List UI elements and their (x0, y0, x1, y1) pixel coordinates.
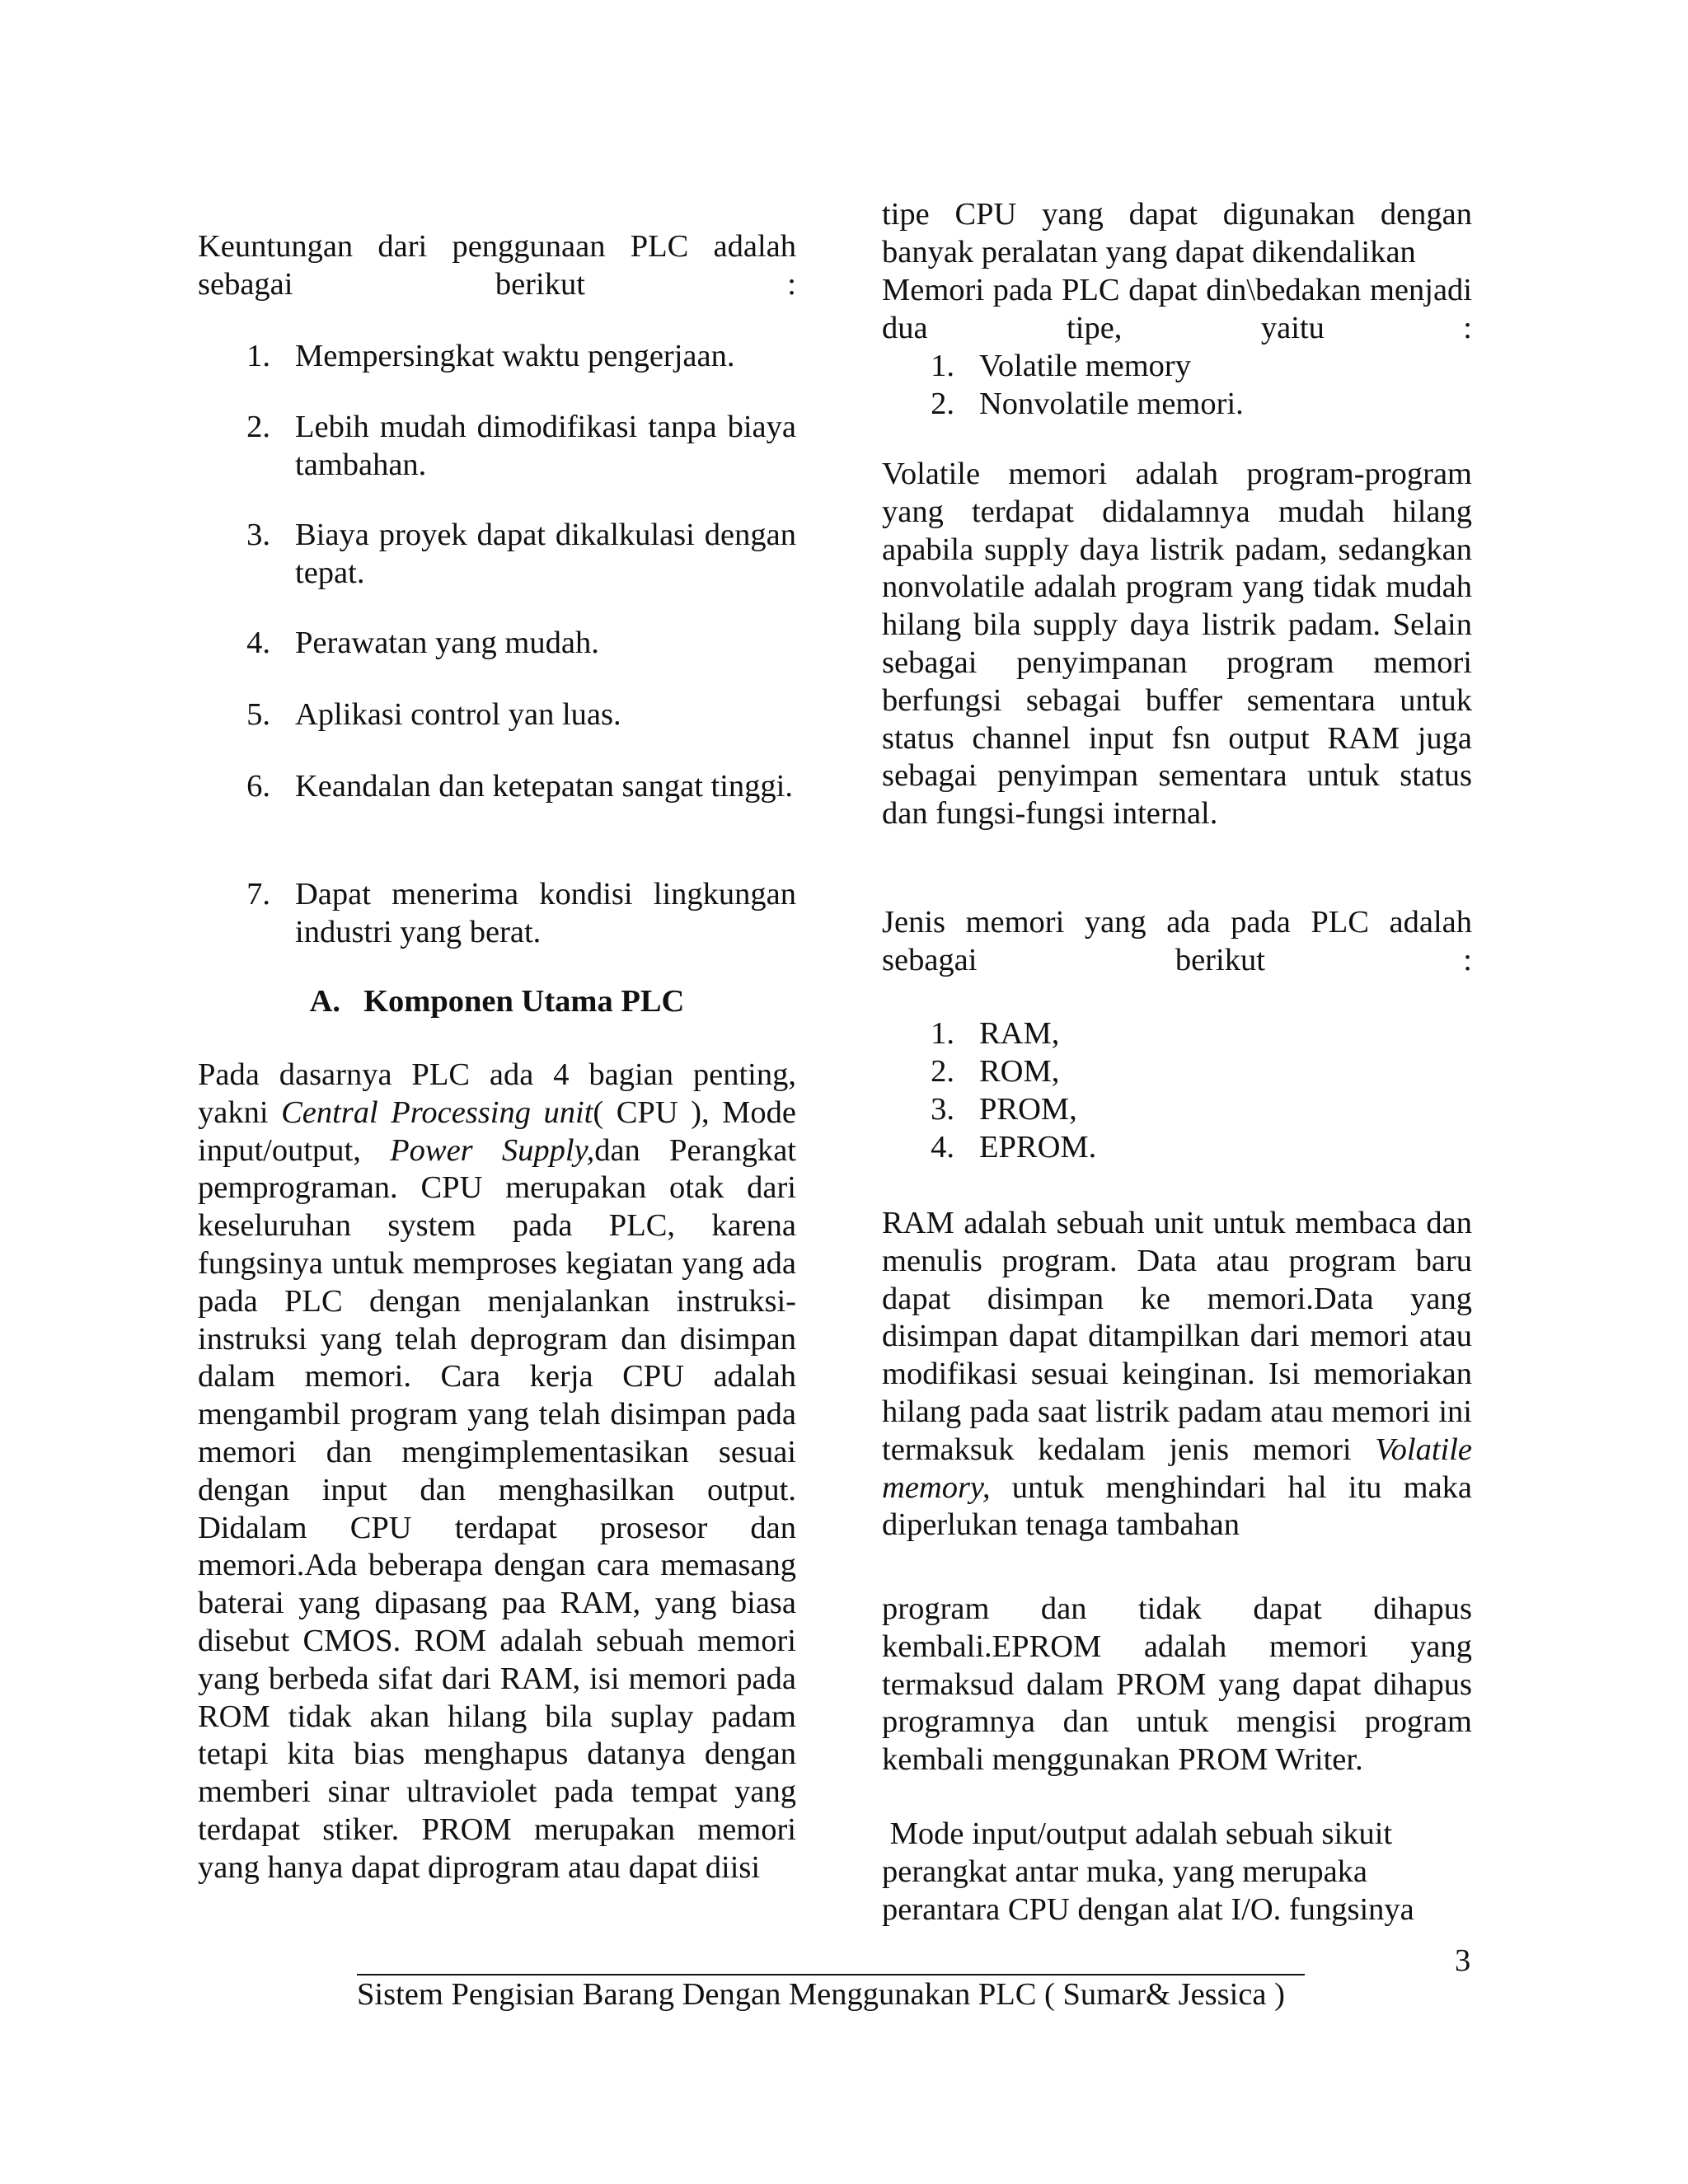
section-heading (198, 983, 796, 1019)
memory-types-intro: Jenis memori yang ada pada PLC adalah sebagai berikut : (882, 905, 1472, 977)
footer-text: Sistem Pengisian Barang Dengan Menggunakan PLC ( Sumar& Jessica ) (357, 1977, 1285, 2012)
footer-rule (357, 1974, 1305, 1975)
page-number: 3 (1455, 1943, 1471, 1978)
ram-paragraph: RAM adalah sebuah unit untuk membaca dan menulis program. Data atau program baru dapat disimpan ke memori.Data yang disimpan dapat ditampilkan dari memori atau modifikasi sesuai keinginan. Isi memoriakan hilang pada saat listrik padam atau memori ini termaksuk kedalam jenis memori Volatile memory, untuk menghindari hal itu maka diperlukan tenaga tambahan (882, 1206, 1472, 1543)
section-letter: A. (309, 984, 341, 1019)
plc-components-paragraph: Pada dasarnya PLC ada 4 bagian penting, yakni Central Processing unit( CPU ), Mode input/output, Power Supply,dan Perangkat pemprograman. CPU merupakan otak dari keseluruhan system pada PLC, karena fungsinya untuk memproses kegiatan yang ada pada PLC dengan menjalankan instruksi-instruksi yang telah deprogram dan disimpan dalam memori. Cara kerja CPU adalah mengambil program yang telah disimpan pada memori dan mengimplementasikan sesuai dengan input dan menghasilkan output. Didalam CPU terdapat prosesor dan memori.Ada beberapa dengan cara memasang baterai yang dipasang paa RAM, yang biasa disebut CMOS. ROM adalah sebuah memori yang berbeda sifat dari RAM, isi memori pada ROM tidak akan hilang bila suplay padam tetapi kita bias menghapus datanya dengan memberi sinar ultraviolet pada tempat yang terdapat stiker. PROM merupakan memori yang hanya dapat diprogram atau dapat diisi (198, 1057, 797, 1885)
continued-paragraph: tipe CPU yang dapat digunakan dengan banyak peralatan yang dapat dikendalikan (882, 197, 1472, 269)
volatile-paragraph: Volatile memori adalah program-program yang terdapat didalamnya mudah hilang apabila supply daya listrik padam, sedangkan nonvolatile adalah program yang tidak mudah hilang bila supply daya listrik padam. Selain sebagai penyimpanan program memori berfungsi sebagai buffer sementara untuk status channel input fsn output RAM juga sebagai penyimpan sementara untuk status dan fungsi-fungsi internal. (882, 457, 1472, 832)
advantages-intro: Keuntungan dari penggunaan PLC adalah sebagai berikut : (198, 229, 796, 302)
section-title: Komponen Utama PLC (363, 984, 685, 1019)
io-paragraph: Mode input/output adalah sebuah sikuit perangkat antar muka, yang merupaka perantara CPU dengan alat I/O. fungsinya (882, 1816, 1414, 1927)
memory-intro: Memori pada PLC dapat din\bedakan menjadi dua tipe, yaitu : (882, 273, 1472, 345)
prom-paragraph: program dan tidak dapat dihapus kembali.EPROM adalah memori yang termaksud dalam PROM yang dapat dihapus programnya dan untuk mengisi program kembali menggunakan PROM Writer. (882, 1591, 1472, 1778)
